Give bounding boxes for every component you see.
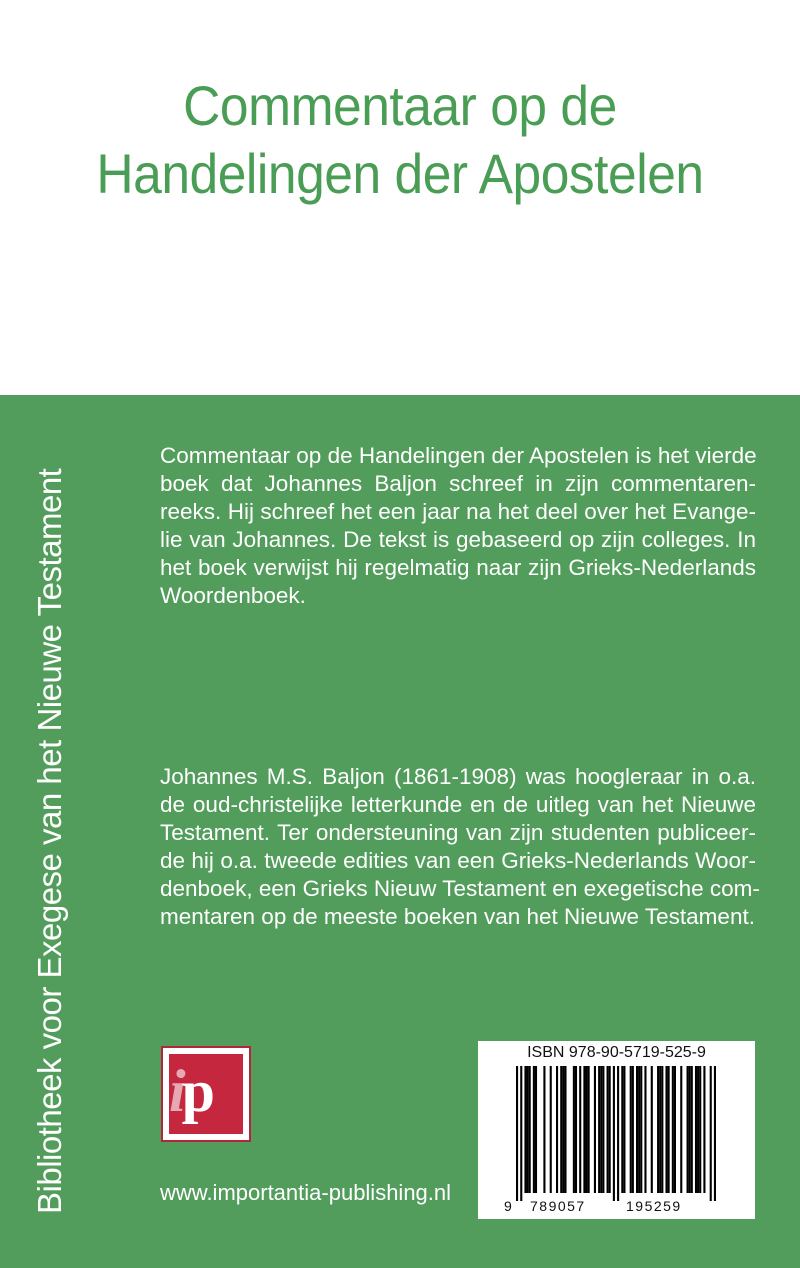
barcode-bar: [630, 1066, 632, 1193]
series-spine-text: Bibliotheek voor Exegese van het Nieuwe Testament: [31, 468, 68, 1214]
barcode-bar: [710, 1066, 712, 1201]
bio-line: de hij o.a. tweede edities van een Grieks-Nederlands Woor-: [160, 848, 756, 873]
title-line-2: Handelingen der Apostelen: [96, 142, 704, 205]
barcode-bar: [672, 1066, 674, 1193]
barcode-bar: [579, 1066, 581, 1193]
barcode-digits-left: 789057: [530, 1198, 586, 1214]
bio-line: Johannes M.S. Baljon (1861-1908) was hoogleraar in o.a.: [160, 764, 756, 789]
barcode-bar: [680, 1066, 682, 1193]
author-bio: [160, 763, 760, 931]
barcode-bar: [602, 1066, 604, 1193]
barcode-bar: [636, 1066, 638, 1193]
barcode-bar: [524, 1066, 526, 1193]
book-description: [160, 442, 756, 610]
barcode-bar: [543, 1066, 545, 1193]
barcode-bar: [516, 1066, 518, 1201]
barcode-bar: [617, 1066, 619, 1201]
barcode-digits-right: 195259: [626, 1198, 682, 1214]
description-line: boek dat Johannes Baljon schreef in zijn commentaren-: [160, 471, 756, 496]
barcode-bar: [632, 1066, 634, 1193]
barcode-bar: [638, 1066, 640, 1193]
cover-top-area: [0, 0, 800, 395]
description-line: lie van Johannes. De tekst is gebaseerd op zijn colleges. In: [160, 527, 756, 552]
description-line: Commentaar op de Handelingen der Apostelen is het vierde: [160, 443, 757, 468]
barcode-bar: [607, 1066, 609, 1193]
barcode-bar: [585, 1066, 587, 1193]
barcode-bar: [600, 1066, 602, 1193]
barcode-bar: [562, 1066, 564, 1193]
description-line: Woordenboek.: [160, 583, 306, 608]
barcode-bar: [583, 1066, 585, 1193]
barcode-bar: [657, 1066, 659, 1193]
description-line: het boek verwijst hij regelmatig naar zijn Grieks-Nederlands: [160, 555, 756, 580]
barcode-digit-first: 9: [504, 1198, 512, 1214]
isbn-barcode: [478, 1041, 755, 1219]
barcode-bar: [699, 1066, 701, 1193]
barcode-bar: [714, 1066, 716, 1201]
barcode-bar: [668, 1066, 670, 1193]
barcode-bars: [516, 1066, 716, 1201]
barcode-bar: [588, 1066, 590, 1193]
barcode-bar: [665, 1066, 667, 1193]
barcode-bar: [703, 1066, 705, 1193]
barcode-bar: [564, 1066, 566, 1193]
barcode-bar: [689, 1066, 691, 1193]
barcode-bar: [613, 1066, 615, 1201]
publisher-website-link[interactable]: www.importantia-publishing.nl: [160, 1180, 452, 1205]
barcode-bar: [651, 1066, 653, 1193]
barcode-bar: [550, 1066, 552, 1193]
book-title: [32, 72, 768, 208]
barcode-bar: [687, 1066, 689, 1193]
publisher-logo: [161, 1046, 251, 1142]
barcode-digits: [478, 1196, 755, 1216]
logo-lettermark: ip: [169, 1058, 212, 1124]
bio-line: de oud-christelijke letterkunde en de uitleg van het Nieuwe: [160, 792, 756, 817]
barcode-bar: [609, 1066, 611, 1193]
bio-line: mentaren op de meeste boeken van het Nieuwe Testament.: [160, 904, 755, 929]
barcode-bar: [674, 1066, 676, 1193]
barcode-bar: [640, 1066, 642, 1193]
barcode-bar: [520, 1066, 522, 1201]
barcode-bar: [621, 1066, 623, 1193]
bio-line: denboek, een Grieks Nieuw Testament en exegetische com-: [160, 876, 760, 901]
barcode-bar: [697, 1066, 699, 1193]
barcode-bar: [644, 1066, 646, 1193]
barcode-bar: [598, 1066, 600, 1193]
barcode-bar: [661, 1066, 663, 1193]
barcode-bar: [691, 1066, 693, 1193]
title-line-1: Commentaar op de: [183, 74, 617, 137]
barcode-bar: [535, 1066, 537, 1193]
barcode-bar: [527, 1066, 529, 1193]
barcode-bar: [529, 1066, 531, 1193]
description-line: reeks. Hij schreef het een jaar na het deel over het Evange-: [160, 499, 756, 524]
barcode-bar: [573, 1066, 575, 1193]
barcode-bar: [695, 1066, 697, 1193]
barcode-bar: [556, 1066, 558, 1193]
barcode-bar: [560, 1066, 562, 1193]
barcode-bar: [533, 1066, 535, 1193]
barcode-bar: [659, 1066, 661, 1193]
barcode-bar: [575, 1066, 577, 1193]
bio-line: Testament. Ter ondersteuning van zijn studenten publiceer-: [160, 820, 756, 845]
barcode-bar: [623, 1066, 625, 1193]
isbn-label: ISBN 978-90-5719-525-9: [527, 1044, 706, 1061]
barcode-bar: [594, 1066, 596, 1193]
